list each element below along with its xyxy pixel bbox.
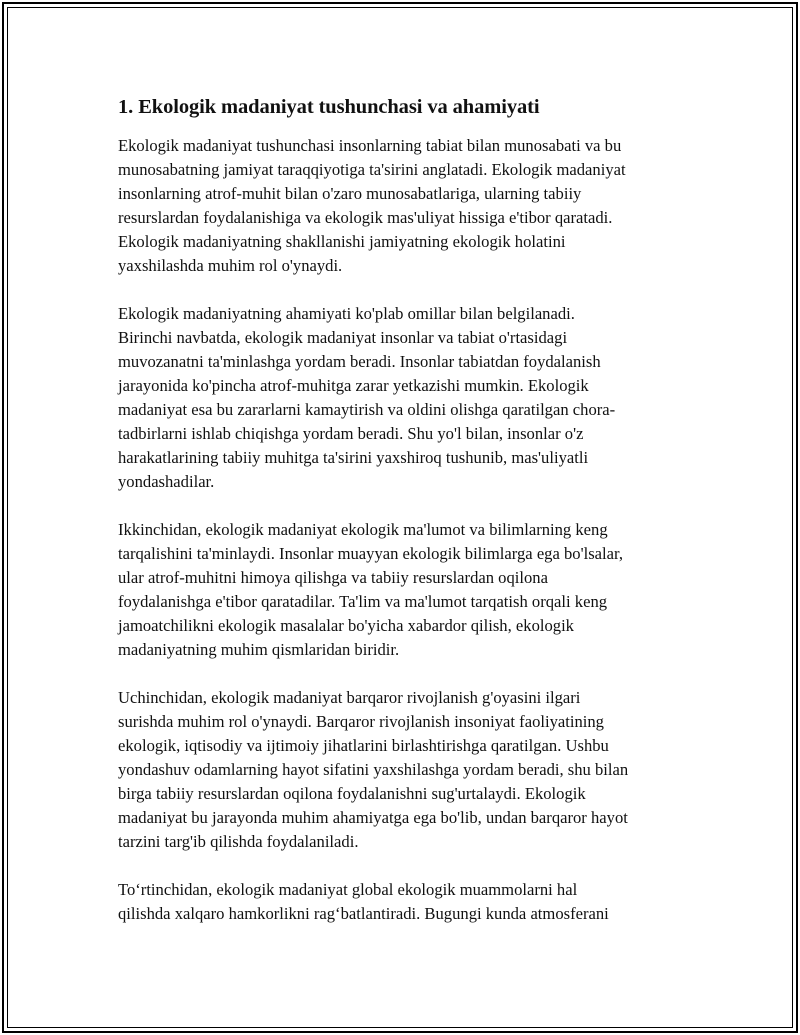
document-body	[118, 94, 688, 950]
section-heading: 1. Ekologik madaniyat tushunchasi va ahamiyati	[118, 96, 540, 118]
paragraph-2: Ekologik madaniyatning ahamiyati ko'plab omillar bilan belgilanadi. Birinchi navbatda, ekologik madaniyat insonlar va tabiat o'rtasidagi muvozanatni ta'minlashga yordam beradi. Insonlar tabiatdan foydalanish jarayonida ko'pincha atrof-muhitga zarar yetkazishi mumkin. Ekologik madaniyat esa bu zararlarni kamaytirish va oldini olishga qaratilgan chora- tadbirlarni ishlab chiqishga yordam beradi. Shu yo'l bilan, insonlar o'z harakatlarining tabiiy muhitga ta'sirini yaxshiroq tushunib, mas'uliyatli yondashadilar.	[118, 304, 616, 491]
paragraph-1: Ekologik madaniyat tushunchasi insonlarning tabiat bilan munosabati va bu munosabatning jamiyat taraqqiyotiga ta'sirini anglatadi. Ekologik madaniyat insonlarning atrof-muhit bilan o'zaro munosabatlariga, ularning tabiiy resurslardan foydalanishiga va ekologik mas'uliyat hissiga e'tibor qaratadi. Ekologik madaniyatning shakllanishi jamiyatning ekologik holatini yaxshilashda muhim rol o'ynaydi.	[118, 136, 626, 275]
paragraph-4: Uchinchidan, ekologik madaniyat barqaror rivojlanish g'oyasini ilgari surishda muhim rol o'ynaydi. Barqaror rivojlanish insoniyat faoliyatining ekologik, iqtisodiy va ijtimoiy jihatlarini birlashtirishga qaratilgan. Ushbu yondashuv odamlarning hayot sifatini yaxshilashga yordam beradi, shu bilan birga tabiiy resurslardan oqilona foydalanishni sug'urtalaydi. Ekologik madaniyat bu jarayonda muhim ahamiyatga ega bo'lib, undan barqaror hayot tarzini targ'ib qilishda foydalaniladi.	[118, 688, 629, 851]
paragraph-5: To‘rtinchidan, ekologik madaniyat global ekologik muammolarni hal qilishda xalqaro hamkorlikni rag‘batlantiradi. Bugungi kunda atmosferani	[118, 880, 609, 923]
paragraph-3: Ikkinchidan, ekologik madaniyat ekologik ma'lumot va bilimlarning keng tarqalishini ta'minlaydi. Insonlar muayyan ekologik bilimlarga ega bo'lsalar, ular atrof-muhitni himoya qilishga va tabiiy resurslardan oqilona foydalanishga e'tibor qaratadilar. Ta'lim va ma'lumot tarqatish orqali keng jamoatchilikni ekologik masalalar bo'yicha xabardor qilish, ekologik madaniyatning muhim qismlaridan biridir.	[118, 520, 623, 659]
